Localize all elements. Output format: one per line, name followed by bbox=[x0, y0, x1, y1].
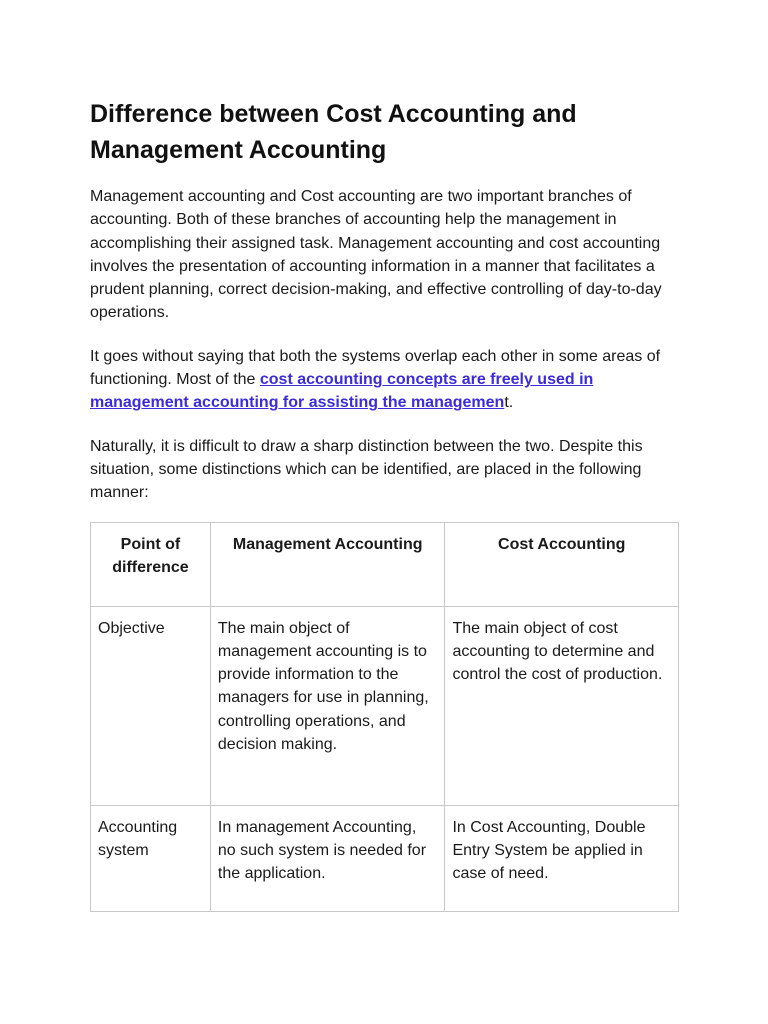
overlap-text-after: t. bbox=[504, 394, 514, 412]
header-management-accounting: Management Accounting bbox=[210, 522, 445, 606]
cell-cost: In Cost Accounting, Double Entry System be applied in case of need. bbox=[445, 805, 679, 911]
header-point-of-difference: Point of difference bbox=[91, 522, 211, 606]
cell-point: Accounting system bbox=[91, 805, 211, 911]
overlap-paragraph bbox=[90, 345, 680, 415]
distinction-paragraph: Naturally, it is difficult to draw a sharp distinction between the two. Despite this situation, some distinctions which can be identified, are placed in the following manner: bbox=[90, 437, 643, 502]
page-title: Difference between Cost Accounting and Management Accounting bbox=[90, 100, 577, 164]
cell-management: The main object of management accounting is to provide information to the managers for use in planning, controlling operations, and decision making. bbox=[210, 606, 445, 805]
cell-point: Objective bbox=[91, 606, 211, 805]
document-page bbox=[90, 96, 680, 912]
table-row bbox=[91, 606, 679, 805]
table-header-row bbox=[91, 522, 679, 606]
header-cost-accounting: Cost Accounting bbox=[445, 522, 679, 606]
overlap-text-before: It goes without saying that both the systems overlap each other in some areas of functioning. Most of the bbox=[90, 347, 661, 389]
intro-paragraph: Management accounting and Cost accounting are two important branches of accounting. Both of these branches of accounting help the management in accomplishing their assigned task. Management accounting and cost accounting involves the presentation of accounting information in a manner that facilitates a prudent planning, correct decision-making, and effective controlling of day-to-day operations. bbox=[90, 188, 662, 322]
comparison-table bbox=[90, 522, 679, 912]
cost-accounting-concepts-link[interactable]: cost accounting concepts are freely used in management accounting for assisting the managemen bbox=[90, 371, 594, 412]
cell-management: In management Accounting, no such system is needed for the application. bbox=[210, 805, 445, 911]
cell-cost: The main object of cost accounting to determine and control the cost of production. bbox=[445, 606, 679, 805]
table-row bbox=[91, 805, 679, 911]
